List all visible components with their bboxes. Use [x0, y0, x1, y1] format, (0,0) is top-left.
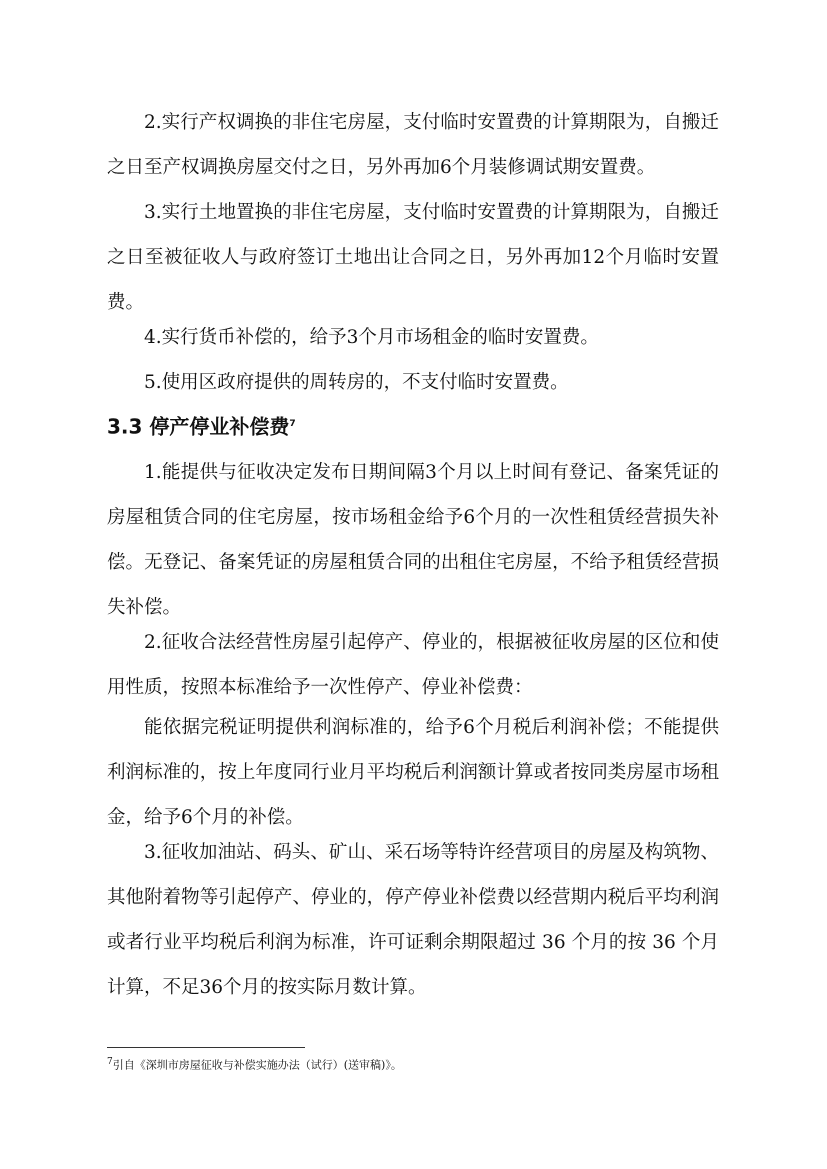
paragraph-property-exchange: 2.实行产权调换的非住宅房屋，支付临时安置费的计算期限为，自搬迁之日至产权调换房屋交付之日，另外再加6个月装修调试期安置费。	[107, 112, 719, 178]
footnote-reference: 7	[289, 419, 296, 429]
section-heading-text: 3.3 停产停业补偿费	[107, 414, 290, 439]
paragraph-land-replacement: 3.实行土地置换的非住宅房屋，支付临时安置费的计算期限为，自搬迁之日至被征收人与政府签订土地出让合同之日，另外再加12个月临时安置费。	[107, 202, 719, 313]
section-heading	[107, 402, 296, 450]
footnote	[107, 1054, 402, 1074]
paragraph-profit-standard: 能依据完税证明提供利润标准的，给予6个月税后利润补偿；不能提供利润标准的，按上年度同行业月平均税后利润额计算或者按同类房屋市场租金，给予6个月的补偿。	[107, 717, 719, 828]
footnote-text: 引自《深圳市房屋征收与补偿实施办法（试行）(送审稿)》。	[112, 1058, 402, 1072]
footnote-mark: 7	[107, 1057, 113, 1067]
footnote-separator	[107, 1047, 305, 1048]
paragraph-monetary-compensation: 4.实行货币补偿的，给予3个月市场租金的临时安置费。	[144, 327, 599, 348]
paragraph-turnover-housing: 5.使用区政府提供的周转房的，不支付临时安置费。	[144, 372, 569, 393]
paragraph-franchise-projects: 3.征收加油站、码头、矿山、采石场等特许经营项目的房屋及构筑物、其他附着物等引起停产、停业的，停产停业补偿费以经营期内税后平均利润或者行业平均税后利润为标准，许可证剩余期限超过 36 个月的按 36 个月计算，不足36个月的按实际月数计算。	[107, 842, 719, 998]
paragraph-business-suspension: 2.征收合法经营性房屋引起停产、停业的，根据被征收房屋的区位和使用性质，按照本标准给予一次性停产、停业补偿费：	[107, 632, 719, 698]
paragraph-rental-loss: 1.能提供与征收决定发布日期间隔3个月以上时间有登记、备案凭证的房屋租赁合同的住宅房屋，按市场租金给予6个月的一次性租赁经营损失补偿。无登记、备案凭证的房屋租赁合同的出租住宅房屋，不给予租赁经营损失补偿。	[107, 462, 719, 618]
